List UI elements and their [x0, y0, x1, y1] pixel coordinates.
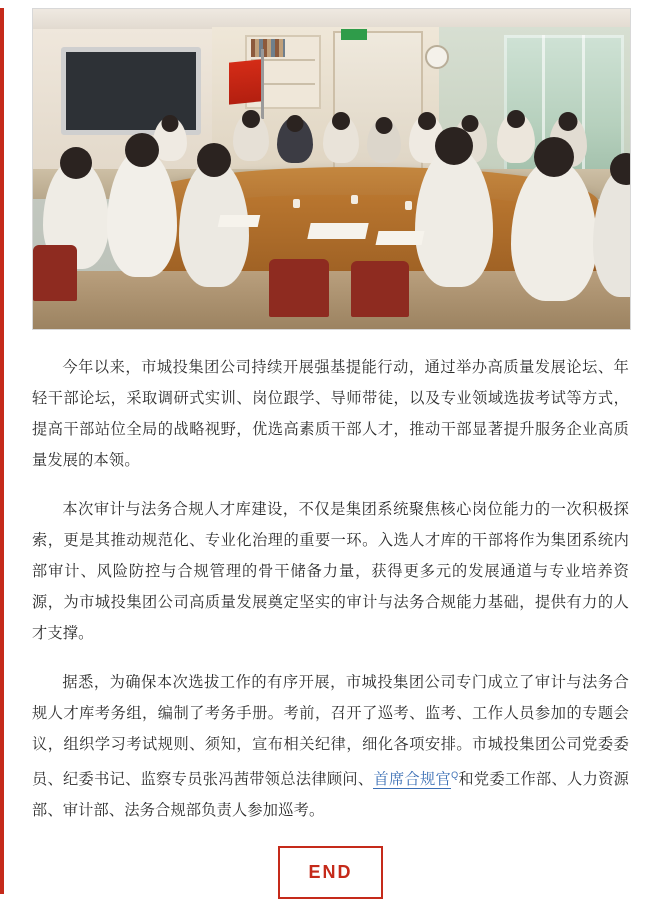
paragraph-3-text-before: 据悉，为确保本次选拔工作的有序开展，市城投集团公司专门成立了审计与法务合规人才库考务组，编制了考务手册。考前，召开了巡考、监考、工作人员参加的专题会议，组织学习考试规则、须知，宣布相关纪律，细化各项安排。市城投集团公司党委委员、纪委书记、监察专员张冯茜带领总法律顾问、 [32, 674, 629, 789]
person-head [610, 153, 631, 185]
paragraph-3 [32, 667, 629, 826]
books [251, 39, 285, 57]
paper [376, 231, 425, 245]
person-head [435, 127, 473, 165]
photo-container [32, 8, 631, 330]
person-head [60, 147, 92, 179]
person-head [332, 112, 350, 130]
end-badge: END [278, 846, 382, 899]
paragraph-3-text-after: 和党委工作部、人力资源部、审计部、法务合规部负责人参加巡考。 [32, 771, 630, 820]
flag-pole [261, 49, 264, 119]
person-head [287, 115, 304, 132]
chair [351, 261, 409, 317]
person-head [197, 143, 231, 177]
article-page [0, 8, 655, 894]
person-head [534, 137, 574, 177]
person [367, 119, 401, 163]
paper [218, 215, 261, 227]
person-head [162, 115, 179, 132]
person [277, 117, 313, 163]
person-head [376, 117, 393, 134]
person-head [242, 110, 260, 128]
window-mullion [582, 35, 585, 185]
link-superscript-mark: Q [451, 770, 459, 780]
exit-sign-icon [341, 29, 367, 40]
paragraph-2: 本次审计与法务合规人才库建设，不仅是集团系统聚焦核心岗位能力的一次积极探索，更是其推动规范化、专业化治理的重要一环。入选人才库的干部将作为集团系统内部审计、风险防控与合规管理的骨干储备力量，获得更多元的发展通道与专业培养资源，为市城投集团公司高质量发展奠定坚实的审计与法务合规能力基础，提供有力的人才支撑。 [32, 501, 629, 642]
cup [351, 195, 358, 204]
paragraph-1: 今年以来，市城投集团公司持续开展强基提能行动，通过举办高质量发展论坛、年轻干部论坛，采取调研式实训、岗位跟学、导师带徒，以及专业领域选拔考试等方式，提高干部站位全局的战略视野，优选高素质干部人才，推动干部显著提升服务企业高质量发展的本领。 [32, 359, 629, 469]
article-body [32, 352, 629, 899]
meeting-room-photo [32, 8, 631, 330]
cup [405, 201, 412, 210]
person-head [559, 112, 578, 131]
chair [269, 259, 329, 317]
chief-compliance-officer-link[interactable]: 首席合规官 [373, 771, 452, 789]
chair [33, 245, 77, 301]
person-head [507, 110, 525, 128]
national-flag-icon [229, 59, 261, 104]
cup [293, 199, 300, 208]
wall-clock-icon [425, 45, 449, 69]
person-head [418, 112, 436, 130]
end-container [32, 846, 629, 899]
paper [307, 223, 368, 239]
person-head [125, 133, 159, 167]
